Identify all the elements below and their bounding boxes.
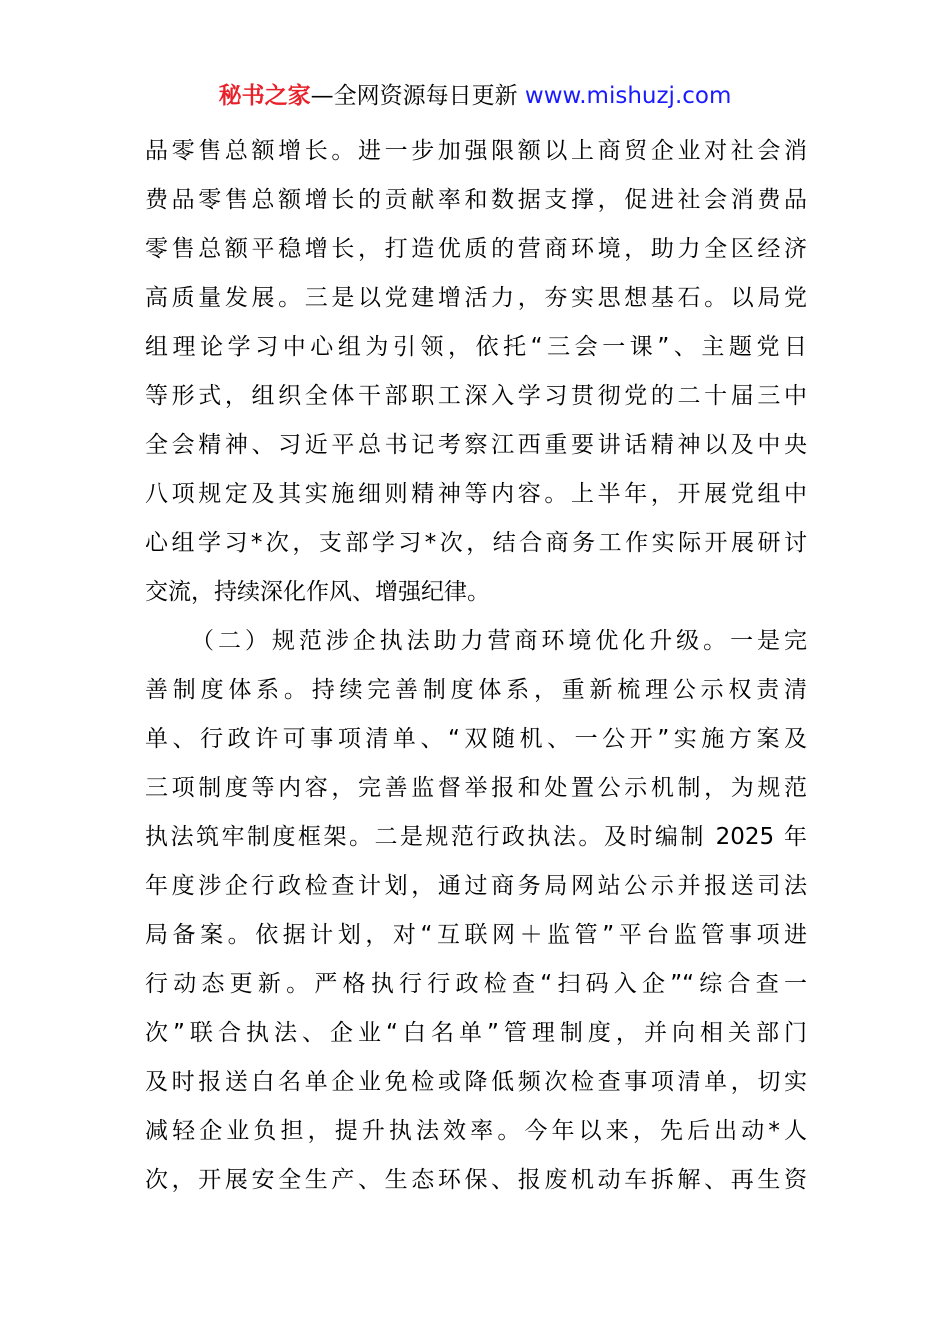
body-line: 单、行政许可事项清单、“双随机、一公开”实施方案及 [145, 726, 807, 752]
section-heading-line: （二）规范涉企执法助力营商环境优化升级。一是完 [191, 628, 807, 654]
body-line: 次，开展安全生产、生态环保、报废机动车拆解、再生资 [145, 1167, 807, 1193]
body-line: 次”联合执法、企业“白名单”管理制度，并向相关部门 [145, 1020, 807, 1046]
body-line: 全会精神、习近平总书记考察江西重要讲话精神以及中央 [145, 432, 807, 458]
site-url[interactable]: www.mishuzj.com [524, 83, 732, 109]
body-line: 局备案。依据计划，对“互联网＋监管”平台监管事项进 [145, 922, 807, 948]
body-line: 品零售总额增长。进一步加强限额以上商贸企业对社会消 [145, 138, 807, 164]
body-line: 交流，持续深化作风、增强纪律。 [145, 579, 490, 605]
body-line: 及时报送白名单企业免检或降低频次检查事项清单，切实 [145, 1069, 807, 1095]
body-line: 零售总额平稳增长，打造优质的营商环境，助力全区经济 [145, 236, 807, 262]
body-line: 八项规定及其实施细则精神等内容。上半年，开展党组中 [145, 481, 807, 507]
body-line: 行动态更新。严格执行行政检查“扫码入企”“综合查一 [145, 971, 807, 997]
body-line: 三项制度等内容，完善监督举报和处置公示机制，为规范 [145, 775, 807, 801]
body-line: 善制度体系。持续完善制度体系，重新梳理公示权责清 [145, 677, 807, 703]
body-line: 减轻企业负担，提升执法效率。今年以来，先后出动*人 [145, 1118, 807, 1144]
body-line: 费品零售总额增长的贡献率和数据支撑，促进社会消费品 [145, 187, 807, 213]
body-line: 高质量发展。三是以党建增活力，夯实思想基石。以局党 [145, 285, 807, 311]
brand-name: 秘书之家 [218, 83, 311, 109]
body-line: 年度涉企行政检查计划，通过商务局网站公示并报送司法 [145, 873, 807, 899]
body-line: 执法筑牢制度框架。二是规范行政执法。及时编制 2025 年 [145, 824, 807, 850]
header-tagline: —全网资源每日更新 [310, 83, 518, 109]
body-line: 心组学习*次，支部学习*次，结合商务工作实际开展研讨 [145, 530, 807, 556]
watermark-header [0, 80, 950, 112]
document-body [145, 127, 807, 1205]
body-line: 等形式，组织全体干部职工深入学习贯彻党的二十届三中 [145, 383, 807, 409]
body-line: 组理论学习中心组为引领，依托“三会一课”、主题党日 [145, 334, 807, 360]
